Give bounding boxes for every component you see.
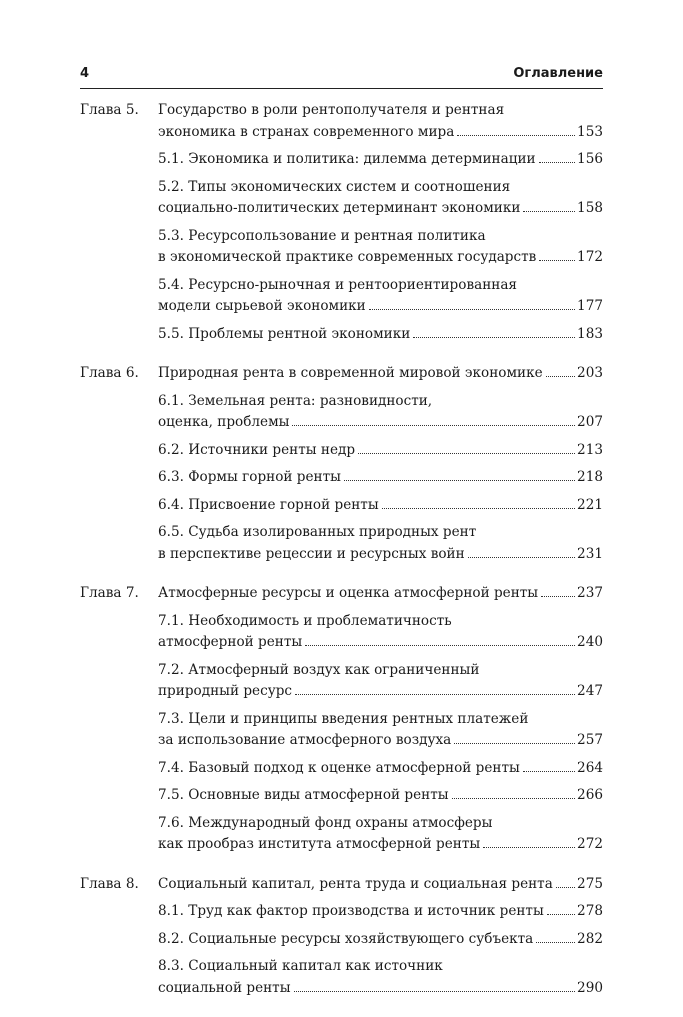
toc-line-text: атмосферной ренты — [158, 634, 303, 650]
toc-section-entry[interactable] — [158, 956, 603, 999]
toc-line — [158, 813, 603, 835]
toc-line-text: 8.3. Социальный капитал как источник — [158, 958, 443, 974]
toc-line — [158, 632, 603, 654]
toc-line-text: 7.1. Необходимость и проблематичность — [158, 612, 452, 629]
running-title: Оглавление — [513, 66, 603, 81]
toc-line-text: 6.3. Формы горной ренты — [158, 469, 341, 485]
toc-line — [158, 177, 603, 199]
toc-chapter — [80, 100, 603, 351]
dot-leader — [454, 743, 575, 744]
toc-line-text: 7.2. Атмосферный воздух как ограниченный — [158, 661, 480, 678]
toc-line — [158, 660, 603, 682]
toc-line — [158, 611, 603, 633]
chapter-label: Глава 7. — [80, 585, 139, 601]
dot-leader — [452, 798, 576, 799]
toc-section-entry[interactable] — [158, 758, 603, 780]
toc-line-text: Природная рента в современной мировой экономике — [158, 365, 543, 381]
page-ref: 207 — [577, 414, 603, 430]
toc-section-entry[interactable] — [158, 709, 603, 752]
toc-line — [158, 296, 603, 318]
dot-leader — [539, 260, 575, 261]
header-rule — [80, 88, 603, 89]
toc-line-text: 6.5. Судьба изолированных природных рент — [158, 524, 477, 540]
page-ref: 177 — [577, 298, 603, 314]
page-ref: 240 — [577, 634, 603, 650]
toc-line — [158, 730, 603, 752]
toc-line — [158, 874, 603, 896]
toc-chapter — [80, 583, 603, 862]
page-ref: 264 — [577, 759, 603, 776]
toc-line — [158, 544, 603, 566]
dot-leader — [295, 694, 575, 695]
toc-line — [158, 901, 603, 923]
toc-line — [158, 226, 603, 248]
toc-line — [158, 758, 603, 780]
chapter-body — [158, 583, 603, 862]
page-ref: 247 — [577, 683, 603, 699]
page-ref: 266 — [577, 787, 603, 803]
toc-line-text: 8.1. Труд как фактор производства и источник ренты — [158, 903, 544, 919]
toc-line-text: 5.5. Проблемы рентной экономики — [158, 325, 411, 342]
toc-section-entry[interactable] — [158, 226, 603, 269]
toc-line — [158, 149, 603, 171]
toc-line — [158, 681, 603, 703]
dot-leader — [344, 480, 575, 481]
toc-line-text: 7.3. Цели и принципы введения рентных платежей — [158, 710, 529, 727]
page-ref: 183 — [577, 325, 603, 342]
chapter-title-entry[interactable] — [158, 100, 603, 143]
toc-section-entry[interactable] — [158, 149, 603, 171]
toc-line — [158, 275, 603, 297]
toc-line — [158, 122, 603, 144]
toc-line — [158, 956, 603, 978]
toc-line — [158, 834, 603, 856]
toc-chapter — [80, 363, 603, 571]
dot-leader — [369, 309, 575, 310]
dot-leader — [546, 376, 575, 377]
toc-line — [158, 100, 603, 122]
dot-leader — [413, 337, 575, 338]
toc-line — [158, 467, 603, 489]
toc-line — [158, 978, 603, 1000]
toc-section-entry[interactable] — [158, 901, 603, 923]
toc-line-text: 5.3. Ресурсопользование и рентная политика — [158, 227, 486, 244]
page-ref: 272 — [577, 836, 603, 852]
page-ref: 213 — [577, 441, 603, 458]
dot-leader — [539, 162, 575, 163]
table-of-contents — [80, 100, 603, 1017]
page-ref: 237 — [577, 585, 603, 601]
toc-line — [158, 785, 603, 807]
chapter-body — [158, 100, 603, 351]
dot-leader — [468, 557, 575, 558]
dot-leader — [541, 596, 575, 597]
toc-line-text: Социальный капитал, рента труда и социальная рента — [158, 875, 553, 892]
toc-line — [158, 709, 603, 731]
toc-line-text: 7.4. Базовый подход к оценке атмосферной ренты — [158, 759, 520, 776]
dot-leader — [294, 991, 576, 992]
page-ref: 290 — [577, 979, 603, 996]
toc-section-entry[interactable] — [158, 522, 603, 565]
toc-line-text: в экономической практике современных государств — [158, 249, 537, 265]
toc-line — [158, 495, 603, 517]
toc-line — [158, 583, 603, 605]
toc-line-text: модели сырьевой экономики — [158, 298, 366, 314]
dot-leader — [547, 914, 575, 915]
toc-line-text: как прообраз института атмосферной ренты — [158, 836, 481, 852]
dot-leader — [483, 847, 575, 848]
toc-line — [158, 412, 603, 434]
toc-section-entry[interactable] — [158, 440, 603, 462]
toc-chapter — [80, 874, 603, 1006]
chapter-body — [158, 874, 603, 1006]
dot-leader — [457, 135, 575, 136]
toc-line-text: оценка, проблемы — [158, 414, 290, 430]
toc-line — [158, 391, 603, 413]
page-ref: 221 — [577, 496, 603, 513]
dot-leader — [382, 508, 575, 509]
toc-section-entry[interactable] — [158, 813, 603, 856]
toc-line-text: 6.2. Источники ренты недр — [158, 441, 356, 458]
chapter-label: Глава 8. — [80, 875, 139, 892]
page-ref: 172 — [577, 249, 603, 265]
toc-line-text: социально-политических детерминант экономики — [158, 200, 521, 216]
dot-leader — [292, 425, 575, 426]
toc-section-entry[interactable] — [158, 929, 603, 951]
toc-section-entry[interactable] — [158, 785, 603, 807]
toc-section-entry[interactable] — [158, 177, 603, 220]
toc-line-text: природный ресурс — [158, 683, 293, 699]
dot-leader — [556, 887, 575, 888]
running-header — [80, 66, 603, 86]
page-ref: 278 — [577, 903, 603, 919]
page-ref: 282 — [577, 930, 603, 947]
toc-line-text: за использование атмосферного воздуха — [158, 732, 452, 748]
toc-line-text: 5.2. Типы экономических систем и соотношения — [158, 178, 511, 195]
page-ref: 218 — [577, 469, 603, 485]
toc-line-text: в перспективе рецессии и ресурсных войн — [158, 545, 465, 562]
chapter-label: Глава 5. — [80, 102, 139, 118]
page-ref: 153 — [577, 123, 603, 140]
toc-line-text: 5.1. Экономика и политика: дилемма детерминации — [158, 151, 536, 167]
toc-line — [158, 440, 603, 462]
toc-section-entry[interactable] — [158, 611, 603, 654]
toc-line — [158, 247, 603, 269]
toc-line-text: 6.4. Присвоение горной ренты — [158, 496, 379, 513]
toc-line-text: социальной ренты — [158, 979, 291, 996]
page-number: 4 — [80, 66, 90, 81]
toc-line-text: 6.1. Земельная рента: разновидности, — [158, 392, 433, 409]
toc-line-text: 8.2. Социальные ресурсы хозяйствующего субъекта — [158, 930, 534, 947]
page-ref: 158 — [577, 200, 603, 216]
toc-line — [158, 929, 603, 951]
toc-line-text: экономика в странах современного мира — [158, 123, 455, 140]
chapter-title-entry[interactable] — [158, 583, 603, 605]
toc-line — [158, 198, 603, 220]
toc-section-entry[interactable] — [158, 391, 603, 434]
chapter-body — [158, 363, 603, 571]
toc-section-entry[interactable] — [158, 275, 603, 318]
toc-line-text: Государство в роли рентополучателя и рентная — [158, 102, 505, 118]
chapter-title-entry[interactable] — [158, 874, 603, 896]
toc-line-text: 7.6. Международный фонд охраны атмосферы — [158, 814, 493, 831]
page-ref: 275 — [577, 875, 603, 892]
page-ref: 257 — [577, 732, 603, 748]
toc-line — [158, 324, 603, 346]
chapter-title-entry[interactable] — [158, 363, 603, 385]
page-ref: 156 — [577, 151, 603, 167]
toc-line — [158, 522, 603, 544]
dot-leader — [536, 942, 575, 943]
toc-section-entry[interactable] — [158, 324, 603, 346]
dot-leader — [523, 211, 575, 212]
dot-leader — [305, 645, 575, 646]
toc-line-text: Атмосферные ресурсы и оценка атмосферной ренты — [158, 585, 539, 601]
toc-line-text: 7.5. Основные виды атмосферной ренты — [158, 787, 449, 803]
toc-section-entry[interactable] — [158, 495, 603, 517]
toc-section-entry[interactable] — [158, 467, 603, 489]
page-ref: 203 — [577, 365, 603, 381]
toc-line-text: 5.4. Ресурсно-рыночная и рентоориентированная — [158, 276, 517, 293]
page-ref: 231 — [577, 545, 603, 562]
toc-line — [158, 363, 603, 385]
toc-section-entry[interactable] — [158, 660, 603, 703]
dot-leader — [523, 771, 575, 772]
dot-leader — [358, 453, 575, 454]
chapter-label: Глава 6. — [80, 365, 139, 381]
